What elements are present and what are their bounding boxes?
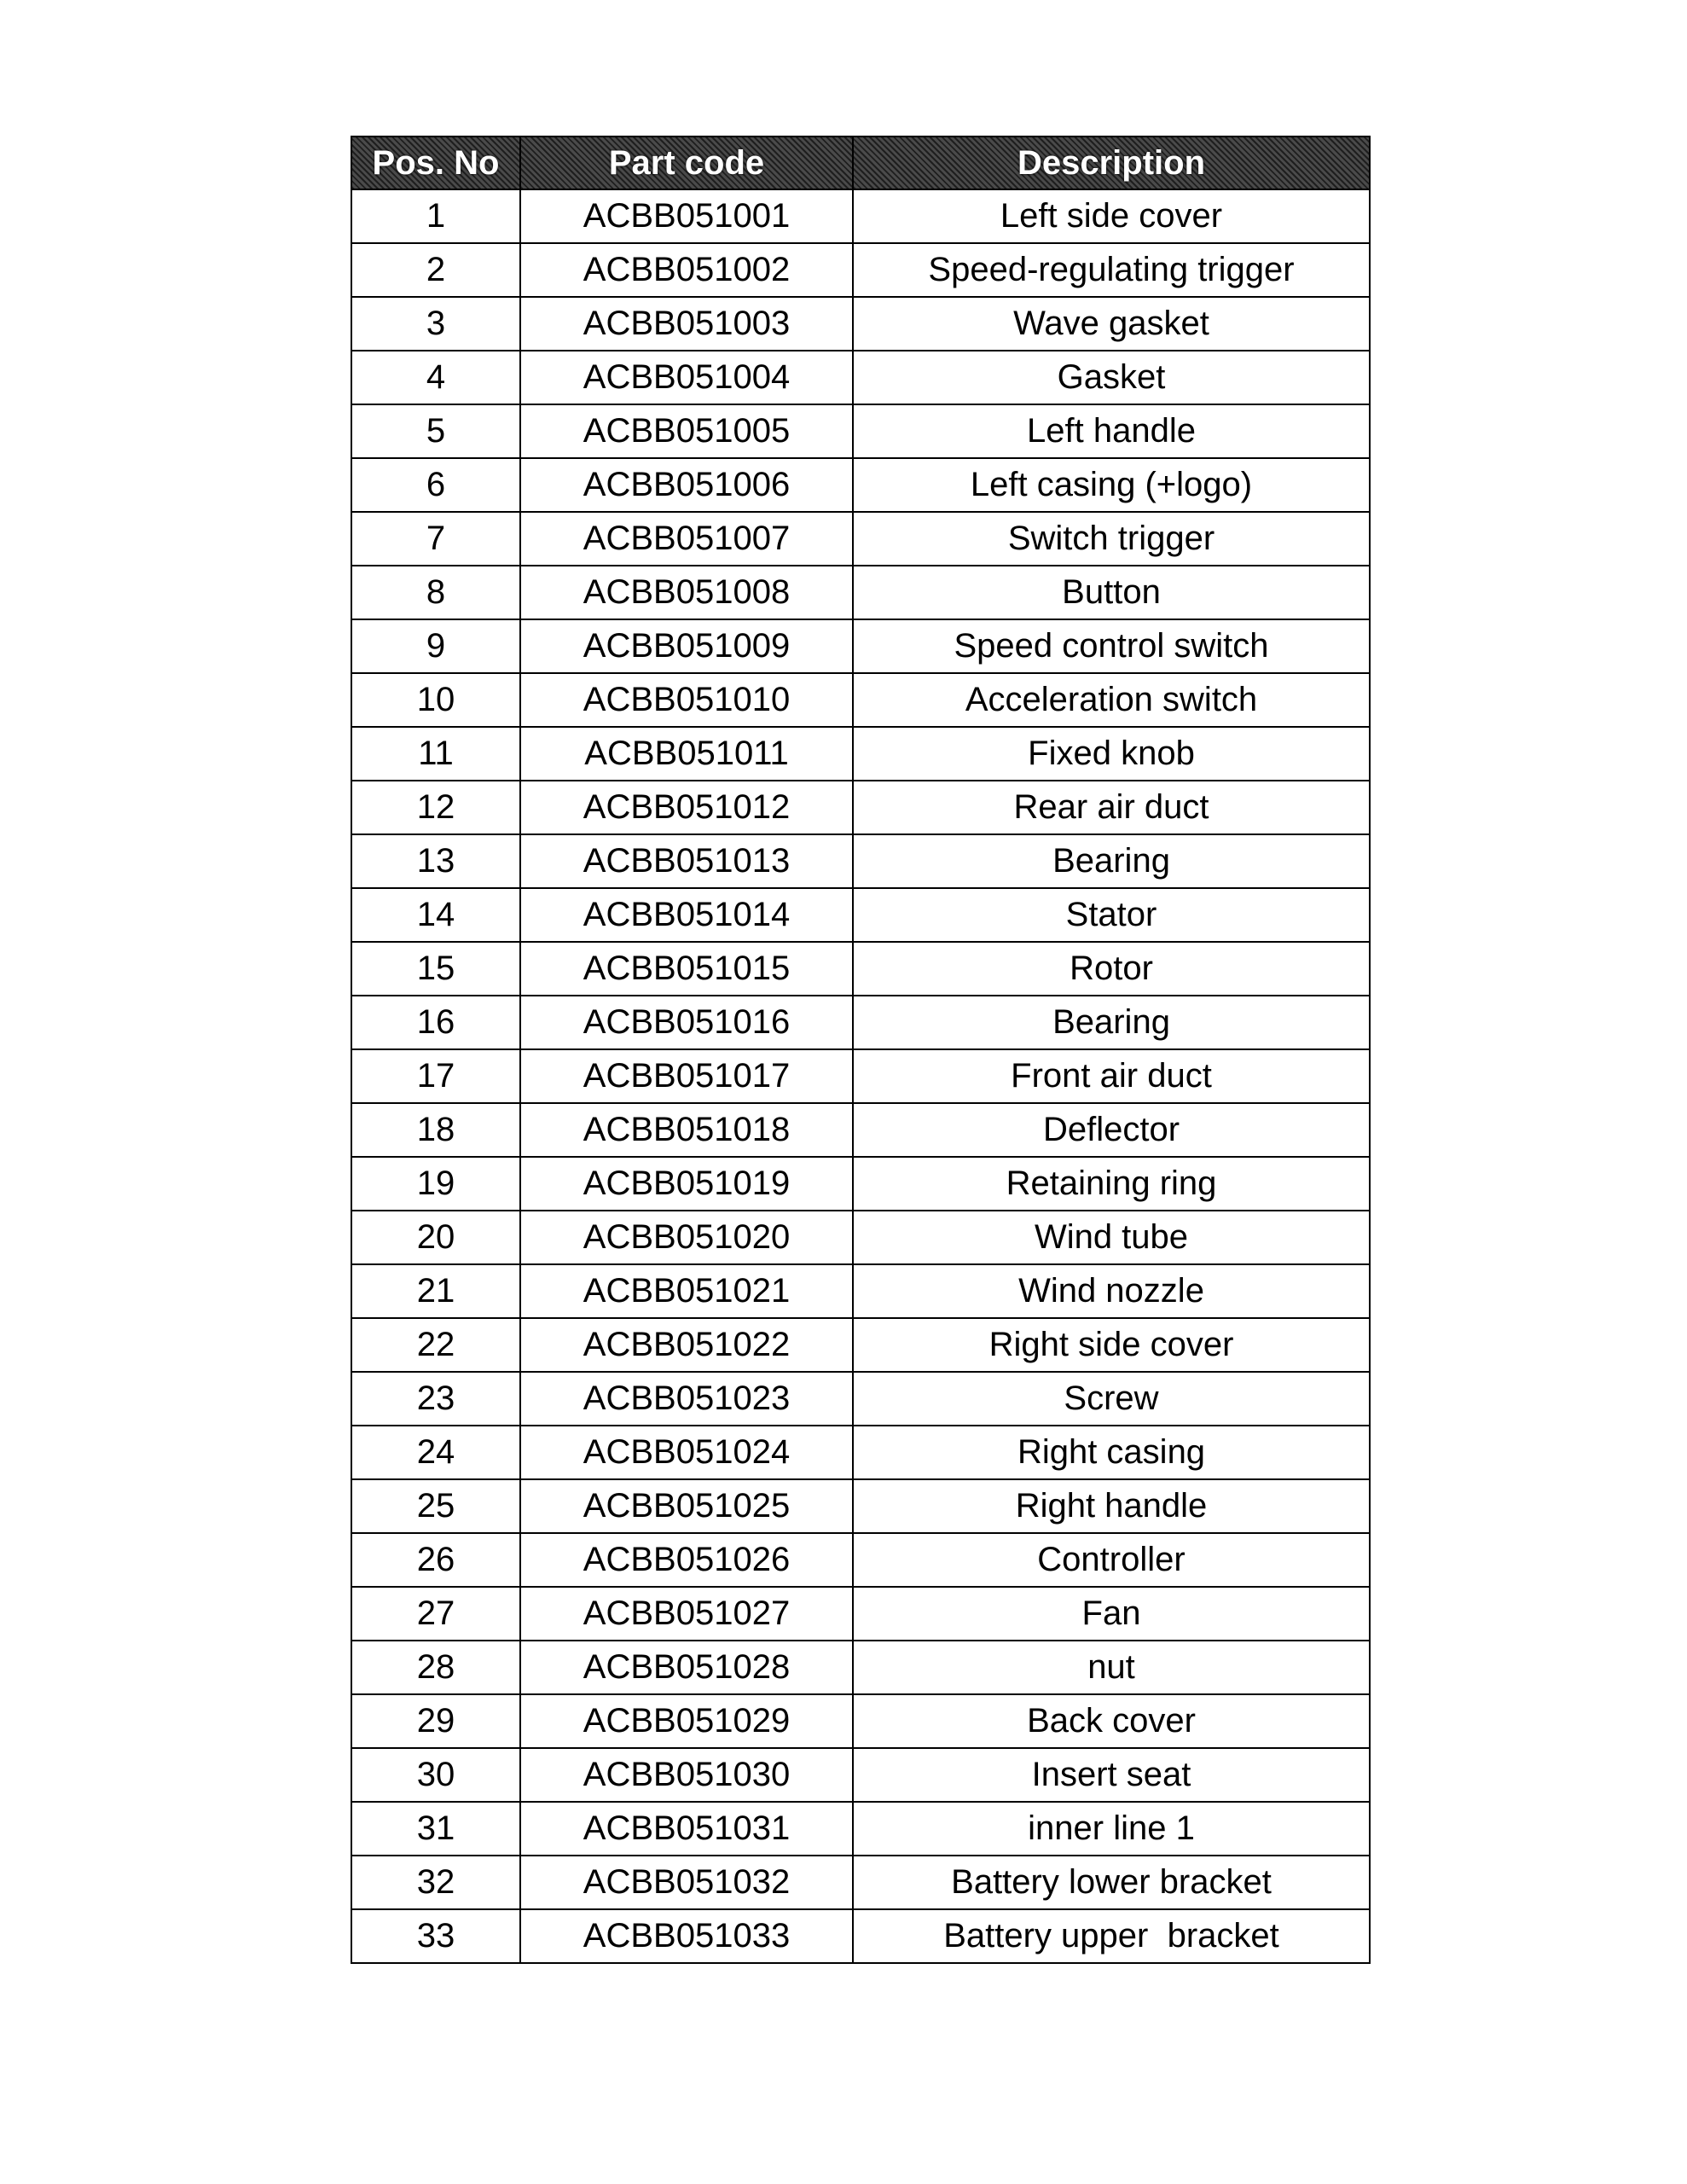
part-code-cell: ACBB051010 (520, 673, 853, 727)
table-row (351, 1264, 1370, 1318)
pos-no-cell: 3 (351, 297, 520, 351)
table-row (351, 888, 1370, 942)
part-code-cell: ACBB051029 (520, 1694, 853, 1748)
description-cell: Back cover (853, 1694, 1370, 1748)
table-row (351, 1533, 1370, 1587)
pos-no-cell: 5 (351, 404, 520, 458)
description-cell: nut (853, 1641, 1370, 1694)
part-code-cell: ACBB051014 (520, 888, 853, 942)
table-row (351, 351, 1370, 404)
pos-no-cell: 31 (351, 1802, 520, 1856)
pos-no-cell: 23 (351, 1372, 520, 1426)
header-description: Description (853, 136, 1370, 189)
table-row (351, 1426, 1370, 1479)
description-cell: Wind nozzle (853, 1264, 1370, 1318)
table-row (351, 834, 1370, 888)
pos-no-cell: 6 (351, 458, 520, 512)
part-code-cell: ACBB051011 (520, 727, 853, 781)
part-code-cell: ACBB051024 (520, 1426, 853, 1479)
header-pos-no: Pos. No (351, 136, 520, 189)
description-cell: Battery lower bracket (853, 1856, 1370, 1909)
header-part-code: Part code (520, 136, 853, 189)
description-cell: Right casing (853, 1426, 1370, 1479)
table-row (351, 1748, 1370, 1802)
description-cell: Controller (853, 1533, 1370, 1587)
table-row (351, 1856, 1370, 1909)
part-code-cell: ACBB051007 (520, 512, 853, 566)
pos-no-cell: 28 (351, 1641, 520, 1694)
table-row (351, 1318, 1370, 1372)
pos-no-cell: 27 (351, 1587, 520, 1641)
description-cell: Front air duct (853, 1049, 1370, 1103)
pos-no-cell: 24 (351, 1426, 520, 1479)
header-row (351, 136, 1370, 189)
table-row (351, 727, 1370, 781)
pos-no-cell: 22 (351, 1318, 520, 1372)
part-code-cell: ACBB051030 (520, 1748, 853, 1802)
pos-no-cell: 32 (351, 1856, 520, 1909)
pos-no-cell: 21 (351, 1264, 520, 1318)
table-row (351, 189, 1370, 243)
description-cell: Acceleration switch (853, 673, 1370, 727)
part-code-cell: ACBB051025 (520, 1479, 853, 1533)
part-code-cell: ACBB051004 (520, 351, 853, 404)
description-cell: Left side cover (853, 189, 1370, 243)
description-cell: Bearing (853, 996, 1370, 1049)
part-code-cell: ACBB051013 (520, 834, 853, 888)
pos-no-cell: 25 (351, 1479, 520, 1533)
pos-no-cell: 11 (351, 727, 520, 781)
description-cell: Insert seat (853, 1748, 1370, 1802)
table-row (351, 1049, 1370, 1103)
description-cell: Left handle (853, 404, 1370, 458)
part-code-cell: ACBB051017 (520, 1049, 853, 1103)
description-cell: Battery upper bracket (853, 1909, 1370, 1963)
table-row (351, 1909, 1370, 1963)
description-cell: Wind tube (853, 1211, 1370, 1264)
description-cell: Rotor (853, 942, 1370, 996)
pos-no-cell: 26 (351, 1533, 520, 1587)
pos-no-cell: 10 (351, 673, 520, 727)
table-row (351, 1587, 1370, 1641)
part-code-cell: ACBB051022 (520, 1318, 853, 1372)
table-row (351, 1479, 1370, 1533)
table-row (351, 243, 1370, 297)
parts-table (351, 136, 1371, 1964)
pos-no-cell: 4 (351, 351, 520, 404)
pos-no-cell: 17 (351, 1049, 520, 1103)
part-code-cell: ACBB051031 (520, 1802, 853, 1856)
part-code-cell: ACBB051026 (520, 1533, 853, 1587)
part-code-cell: ACBB051005 (520, 404, 853, 458)
pos-no-cell: 20 (351, 1211, 520, 1264)
part-code-cell: ACBB051012 (520, 781, 853, 834)
part-code-cell: ACBB051006 (520, 458, 853, 512)
table-row (351, 1372, 1370, 1426)
table-row (351, 404, 1370, 458)
part-code-cell: ACBB051001 (520, 189, 853, 243)
part-code-cell: ACBB051023 (520, 1372, 853, 1426)
part-code-cell: ACBB051033 (520, 1909, 853, 1963)
description-cell: Retaining ring (853, 1157, 1370, 1211)
pos-no-cell: 18 (351, 1103, 520, 1157)
pos-no-cell: 1 (351, 189, 520, 243)
description-cell: Switch trigger (853, 512, 1370, 566)
description-cell: Right side cover (853, 1318, 1370, 1372)
table-row (351, 297, 1370, 351)
pos-no-cell: 8 (351, 566, 520, 619)
pos-no-cell: 19 (351, 1157, 520, 1211)
table-row (351, 942, 1370, 996)
table-row (351, 996, 1370, 1049)
description-cell: Deflector (853, 1103, 1370, 1157)
pos-no-cell: 30 (351, 1748, 520, 1802)
pos-no-cell: 7 (351, 512, 520, 566)
part-code-cell: ACBB051019 (520, 1157, 853, 1211)
part-code-cell: ACBB051021 (520, 1264, 853, 1318)
pos-no-cell: 9 (351, 619, 520, 673)
pos-no-cell: 13 (351, 834, 520, 888)
part-code-cell: ACBB051008 (520, 566, 853, 619)
table-row (351, 1802, 1370, 1856)
part-code-cell: ACBB051002 (520, 243, 853, 297)
description-cell: Right handle (853, 1479, 1370, 1533)
table-row (351, 566, 1370, 619)
table-row (351, 1694, 1370, 1748)
table-row (351, 1641, 1370, 1694)
part-code-cell: ACBB051020 (520, 1211, 853, 1264)
pos-no-cell: 2 (351, 243, 520, 297)
part-code-cell: ACBB051015 (520, 942, 853, 996)
pos-no-cell: 29 (351, 1694, 520, 1748)
description-cell: Stator (853, 888, 1370, 942)
description-cell: Fan (853, 1587, 1370, 1641)
description-cell: Gasket (853, 351, 1370, 404)
table-row (351, 673, 1370, 727)
description-cell: Button (853, 566, 1370, 619)
description-cell: Bearing (853, 834, 1370, 888)
description-cell: inner line 1 (853, 1802, 1370, 1856)
table-row (351, 619, 1370, 673)
description-cell: Speed control switch (853, 619, 1370, 673)
part-code-cell: ACBB051032 (520, 1856, 853, 1909)
table-row (351, 1211, 1370, 1264)
description-cell: Screw (853, 1372, 1370, 1426)
description-cell: Left casing (+logo) (853, 458, 1370, 512)
table-row (351, 781, 1370, 834)
table-header (351, 136, 1370, 189)
part-code-cell: ACBB051027 (520, 1587, 853, 1641)
part-code-cell: ACBB051028 (520, 1641, 853, 1694)
pos-no-cell: 15 (351, 942, 520, 996)
table-row (351, 1103, 1370, 1157)
table-row (351, 458, 1370, 512)
part-code-cell: ACBB051018 (520, 1103, 853, 1157)
pos-no-cell: 16 (351, 996, 520, 1049)
description-cell: Fixed knob (853, 727, 1370, 781)
pos-no-cell: 12 (351, 781, 520, 834)
pos-no-cell: 14 (351, 888, 520, 942)
description-cell: Wave gasket (853, 297, 1370, 351)
pos-no-cell: 33 (351, 1909, 520, 1963)
part-code-cell: ACBB051016 (520, 996, 853, 1049)
part-code-cell: ACBB051003 (520, 297, 853, 351)
table-row (351, 1157, 1370, 1211)
part-code-cell: ACBB051009 (520, 619, 853, 673)
table-row (351, 512, 1370, 566)
table-body (351, 189, 1370, 1963)
description-cell: Rear air duct (853, 781, 1370, 834)
description-cell: Speed-regulating trigger (853, 243, 1370, 297)
